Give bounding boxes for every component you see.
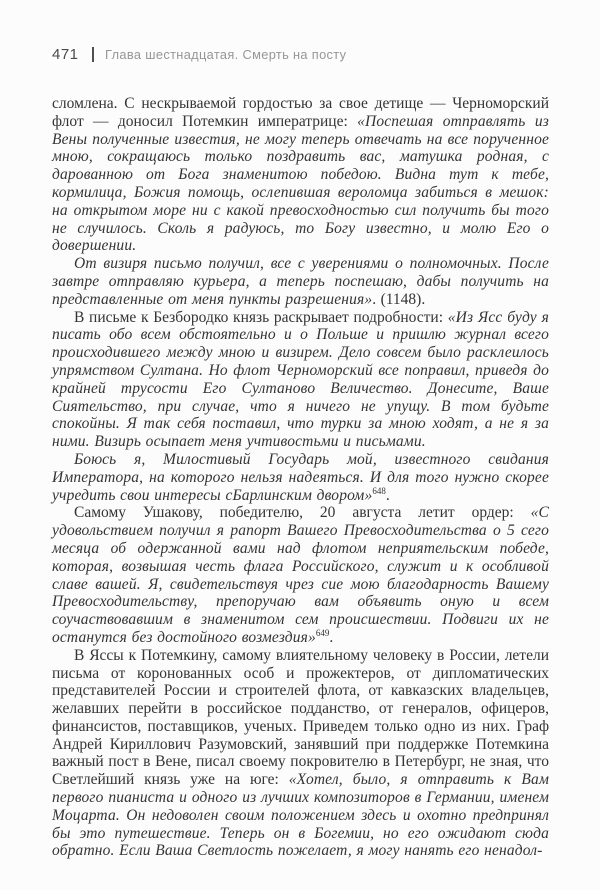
page-body	[52, 95, 549, 860]
text-run: «С удовольствием получил я рапорт Вашего Превосходительства о 5 сего месяца об одержанной вами над флотом неприятельским победе, которая, возвышая честь флага Российского, служит и к особливой славе вашей. Я, свидетельствуя чрез сие мою благодарность Вашему Превосходительству, препоручаю вам объявить оную и всем соучаствовавшим в знаменитом сем происшествии. Подвиги их не останутся без достойного возмездия»	[52, 504, 549, 646]
paragraph	[52, 504, 549, 646]
text-run: «Хотел, было, я отправить к Вам первого пианиста и одного из лучших композиторов в Германии, именем Моцарта. Он недоволен своим положением здесь и охотно предпринял бы это путешествие. Теперь он в Богемии, но его ожидают сюда обратно. Если Ваша Светлость пожелает, я могу нанять его ненадол-	[52, 771, 549, 860]
text-run: «Из Ясс буду я писать обо всем обстоятельно и о Польше и пришлю журнал всего происходившего между мною и визирем. Дело совсем было расклеилось упрямством Султана. Но флот Черноморский все поправил, приведя до крайней трусости Его Султаново Величество. Донесите, Ваше Сиятельство, при случае, что я ничего не упущу. В том будьте спокойны. Я так себя поставил, что турки за мною ходят, а не я за ними. Визирь осыпает меня учтивостьми и письмами.	[52, 308, 550, 451]
text-run: В Яссы к Потемкину, самому влиятельному человеку в России, летели письма от коронованных особ и прожектеров, от дипломатических представителей России и строителей флота, от кавказских владельцев, желавших перейти в российское подданство, от генералов, офицеров, финансистов, поставщиков, ученых. Приведем только одно из них. Граф Андрей Кириллович Разумовский, занявший при поддержке Потемкина важный пост в Вене, писал своему покровителю в Петербург, не зная, что Светлейший князь уже на юге:	[52, 646, 549, 789]
text-run: «Поспешая отправлять из Вены полученные известия, не могу теперь отвечать на все порученное мною, сокращаюсь только поздравить вас, матушка родная, с дарованною от Бога знаменитою победою. Видна тут к тебе, кормилица, Божия помощь, ослепившая вероломца забиться в мешок: на открытом море ни с какой превосходностью сил получить бы того не случилось. Сколь я радуюсь, то Богу известно, и молю Его о довершении.	[52, 112, 549, 255]
text-run: сломлена. С нескрываемой гордостью за свое детище — Черноморский флот — доносил Потемкин императрице:	[52, 95, 549, 130]
page-number: 471	[52, 45, 79, 63]
paragraph	[52, 309, 549, 451]
header-divider	[92, 47, 95, 62]
paragraph	[52, 647, 549, 861]
paragraph	[52, 95, 549, 255]
chapter-title: Глава шестнадцатая. Смерть на посту	[105, 46, 347, 62]
text-run: От визиря письмо получил, все с уверениями о полномочных. После завтре отправляю курьера, а теперь поспешаю, дабы получить на представленные от меня пункты разрешения»	[52, 255, 549, 308]
text-run: Боюсь я, Милостивый Государь мой, известного свидания Императора, на которого нельзя надеяться. И для того нужно скорее учредить свои интересы сБарлинским двором»	[52, 450, 549, 504]
running-head	[52, 44, 549, 64]
text-run: .	[385, 486, 390, 504]
paragraph	[52, 255, 549, 308]
text-run: В письме к Безбородко князь раскрывает подробности:	[74, 308, 448, 326]
text-run: . (1148).	[372, 290, 426, 308]
footnote-marker: 649	[315, 627, 330, 638]
text-run: Самому Ушакову, победителю, 20 августа летит ордер:	[74, 504, 531, 522]
footnote-marker: 648	[372, 485, 386, 496]
paragraph	[52, 451, 549, 504]
text-run: .	[329, 628, 334, 646]
